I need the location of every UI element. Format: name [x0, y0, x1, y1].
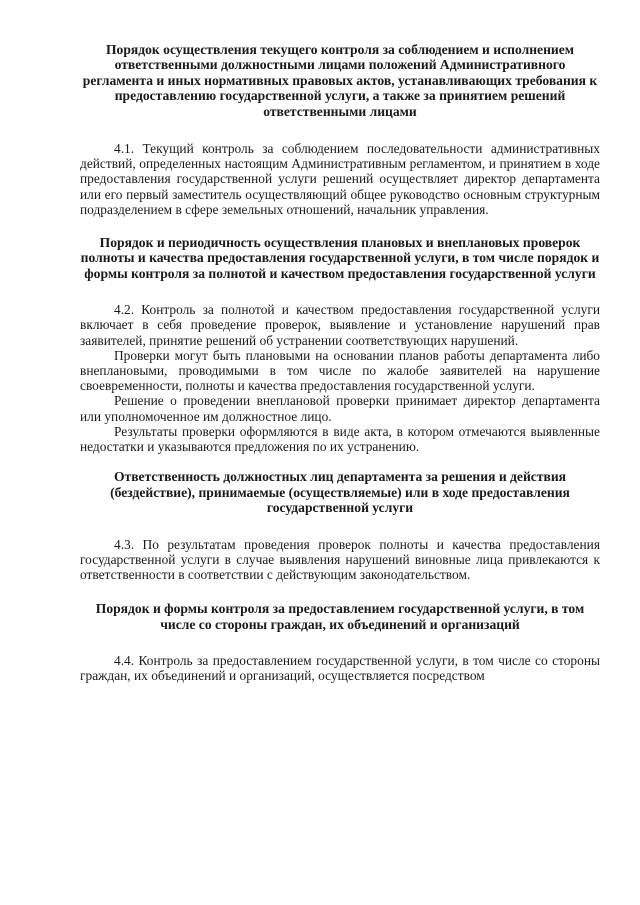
paragraph-4-2: 4.2. Контроль за полнотой и качеством предоставления государственной услуги включает в себя проведение проверок, выявление и установление нарушений прав заявителей, принятие решений об устранении соответствующих нарушений.	[80, 302, 600, 348]
section-heading-current-control: Порядок осуществления текущего контроля за соблюдением и исполнением ответственными должностными лицами положений Административного регламента и иных нормативных правовых актов, устанавливающих требования к предоставлению государственной услуги, а также за принятием решений ответственными лицами	[82, 42, 598, 119]
paragraph-4-3: 4.3. По результатам проведения проверок полноты и качества предоставления государственной услуги в случае выявления нарушений виновные лица привлекаются к ответственности в соответствии с действующим законодательством.	[80, 536, 600, 582]
paragraph-4-1: 4.1. Текущий контроль за соблюдением последовательности административных действий, определенных настоящим Административным регламентом, и принятием в ходе предоставления государственной услуги решений осуществляет директор департамента или его первый заместитель осуществляющий общее руководство основным структурным подразделением в сфере земельных отношений, начальник управления.	[80, 141, 600, 217]
paragraph-4-2-results: Результаты проверки оформляются в виде акта, в котором отмечаются выявленные недостатки и указываются предложения по их устранению.	[80, 423, 600, 455]
section-heading-inspections: Порядок и периодичность осуществления плановых и внеплановых проверок полноты и качества предоставления государственной услуги, в том числе порядок и формы контроля за полнотой и качеством предоставления государственной услуги	[80, 235, 600, 281]
paragraph-4-2-inspection-types: Проверки могут быть плановыми на основании планов работы департамента либо внеплановыми, проводимыми в том числе по жалобе заявителей на нарушение своевременности, полноты и качества предоставления государственной услуги.	[80, 347, 600, 394]
section-heading-responsibility: Ответственность должностных лиц департамента за решения и действия (бездействие), принимаемые (осуществляемые) или в ходе предоставления государственной услуги	[110, 469, 570, 516]
section-heading-control-forms: Порядок и формы контроля за предоставлением государственной услуги, в том числе со стороны граждан, их объединений и организаций	[95, 601, 585, 632]
paragraph-4-4: 4.4. Контроль за предоставлением государственной услуги, в том числе со стороны граждан, их объединений и организаций, осуществляется посредством	[80, 652, 600, 684]
paragraph-4-2-unscheduled-decision: Решение о проведении внеплановой проверки принимает директор департамента или уполномоченное им должностное лицо.	[80, 393, 600, 424]
